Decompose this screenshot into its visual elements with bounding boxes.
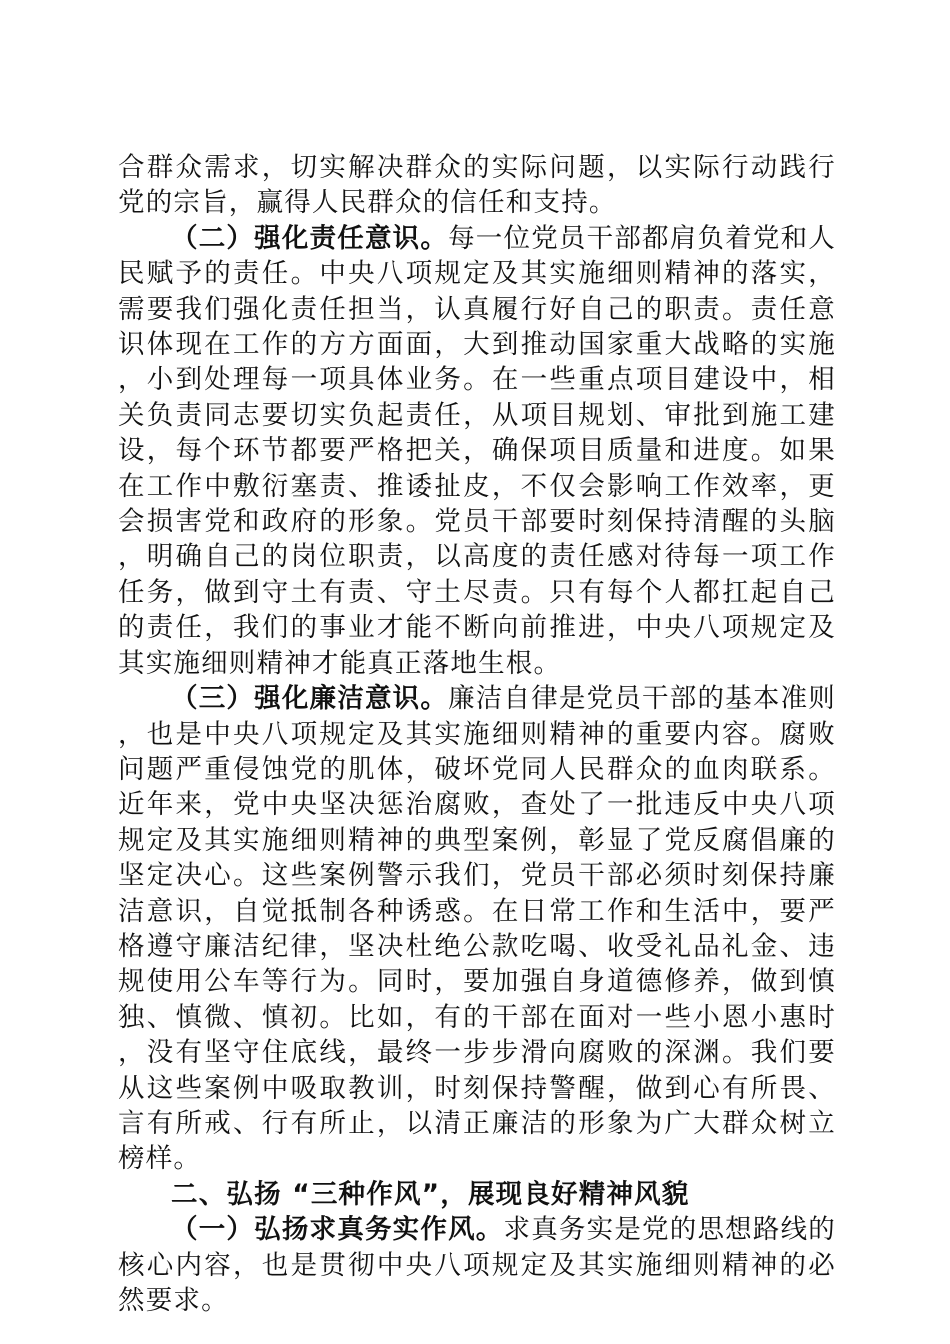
paragraph-responsibility [118,221,836,681]
document-page [118,150,836,1318]
paragraph-text: 求真务实是党的思想路线的核心内容，也是贯彻中央八项规定及其实施细则精神的必然要求。 [118,1214,836,1316]
paragraph-lead: （三）强化廉洁意识。 [171,683,449,715]
paragraph-text: 廉洁自律是党员干部的基本准则，也是中央八项规定及其实施细则精神的重要内容。腐败问题严重侵蚀党的肌体，破坏党同人民群众的血肉联系。近年来，党中央坚决惩治腐败，查处了一批违反中央八项规定及其实施细则精神的典型案例，彰显了党反腐倡廉的坚定决心。这些案例警示我们，党员干部必须时刻保持廉洁意识，自觉抵制各种诱惑。在日常工作和生活中，要严格遵守廉洁纪律，坚决杜绝公款吃喝、收受礼品礼金、违规使用公车等行为。同时，要加强自身道德修养，做到慎独、慎微、慎初。比如，有的干部在面对一些小恩小惠时，没有坚守住底线，最终一步步滑向腐败的深渊。我们要从这些案例中吸取教训，时刻保持警醒，做到心有所畏、言有所戒、行有所止，以清正廉洁的形象为广大群众树立榜样。 [118,683,836,1175]
paragraph-text: 合群众需求，切实解决群众的实际问题，以实际行动践行党的宗旨，赢得人民群众的信任和支持。 [118,152,836,219]
paragraph-pragmatic [118,1212,836,1318]
paragraph-lead: （二）强化责任意识。 [171,222,449,254]
paragraph-continuation [118,150,836,221]
paragraph-integrity [118,681,836,1177]
paragraph-text: 每一位党员干部都肩负着党和人民赋予的责任。中央八项规定及其实施细则精神的落实，需要我们强化责任担当，认真履行好自己的职责。责任意识体现在工作的方方面面，大到推动国家重大战略的实施，小到处理每一项具体业务。在一些重点项目建设中，相关负责同志要切实负起责任，从项目规划、审批到施工建设，每个环节都要严格把关，确保项目质量和进度。如果在工作中敷衍塞责、推诿扯皮，不仅会影响工作效率，更会损害党和政府的形象。党员干部要时刻保持清醒的头脑，明确自己的岗位职责，以高度的责任感对待每一项工作任务，做到守土有责、守土尽责。只有每个人都扛起自己的责任，我们的事业才能不断向前推进，中央八项规定及其实施细则精神才能真正落地生根。 [118,222,836,679]
paragraph-lead: （一）弘扬求真务实作风。 [171,1214,504,1246]
section-heading: 二、弘扬 “三种作风”，展现良好精神风貌 [171,1178,690,1210]
